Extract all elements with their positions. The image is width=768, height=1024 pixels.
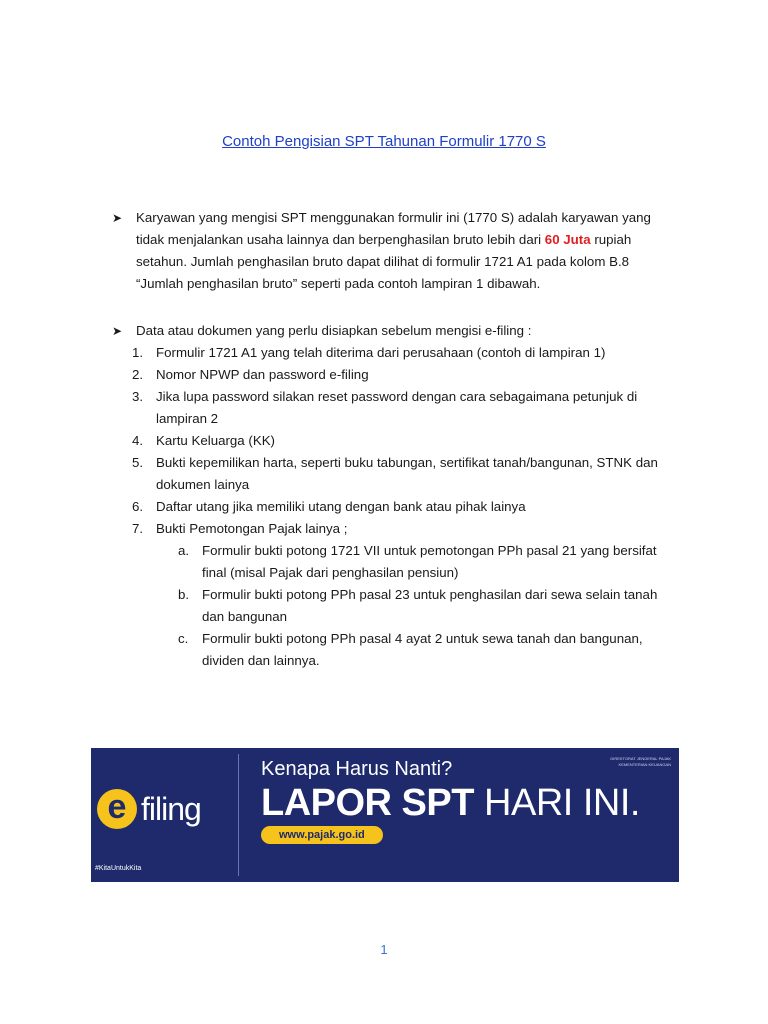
list-item: 6. Daftar utang jika memiliki utang dengan bank atau pihak lainya: [132, 499, 526, 514]
list-item: 5. Bukti kepemilikan harta, seperti buku tabungan, sertifikat tanah/bangunan, STNK dan dokumen lainya: [132, 455, 658, 492]
banner-hashtag: #KitaUntukKita: [95, 865, 142, 872]
criteria-text: Karyawan yang mengisi SPT menggunakan formulir ini (1770 S) adalah karyawan yang tidak menjalankan usaha lainnya dan berpenghasilan bruto lebih dari 60 Juta rupiah setahun. Jumlah penghasilan bruto dapat dilihat di formulir 1721 A1 pada kolom B.8 “Jumlah penghasilan bruto” seperti pada contoh lampiran 1 dibawah.: [136, 210, 651, 291]
tax-proofs-sublist: [156, 540, 672, 672]
bullet-documents: [112, 320, 672, 672]
income-threshold: 60 Juta: [544, 232, 591, 247]
efiling-banner: [91, 748, 679, 882]
bullet-criteria: [112, 207, 672, 295]
banner-url[interactable]: www.pajak.go.id: [261, 826, 383, 844]
list-item: 2. Nomor NPWP dan password e-filing: [132, 367, 369, 382]
banner-question: Kenapa Harus Nanti?: [261, 758, 453, 780]
document-title[interactable]: Contoh Pengisian SPT Tahunan Formulir 1770 S: [222, 133, 546, 150]
sub-list-item: a. Formulir bukti potong 1721 VII untuk pemotongan PPh pasal 21 yang bersifat final (misal Pajak dari penghasilan pensiun): [178, 543, 657, 580]
list-item: 4. Kartu Keluarga (KK): [132, 433, 275, 448]
sub-list-item: c. Formulir bukti potong PPh pasal 4 ayat 2 untuk sewa tanah dan bangunan, dividen dan lainnya.: [178, 631, 643, 668]
efiling-logo: [97, 784, 201, 834]
list-item: 7. Bukti Pemotongan Pajak lainya ; a. Formulir bukti potong 1721 VII untuk pemotongan PPh pasal 21 yang bersifat final (misal Pajak dari penghasilan pensiun) b. Formulir bukti potong PPh pasal 23 untuk penghasilan dari sewa selain tanah dan bangunan c. Formulir bukti potong PPh pasal 4 ayat 2 untuk sewa tanah dan bangunan, dividen dan lainnya.: [112, 518, 672, 672]
documents-intro: Data atau dokumen yang perlu disiapkan sebelum mengisi e-filing :: [136, 323, 532, 338]
documents-list: [112, 342, 672, 672]
arrow-bullet-icon: ➤: [112, 324, 123, 338]
banner-headline: LAPOR SPT HARI INI.: [261, 782, 640, 824]
banner-divider: [238, 754, 239, 876]
arrow-bullet-icon: ➤: [112, 211, 123, 225]
efiling-word: filing: [141, 790, 201, 827]
efiling-e-icon: e: [97, 789, 137, 829]
list-item: 1. Formulir 1721 A1 yang telah diterima dari perusahaan (contoh di lampiran 1): [132, 345, 606, 360]
page-number: 1: [380, 942, 388, 957]
ministry-logo: DIREKTORAT JENDERAL PAJAK KEMENTERIAN KEUANGAN: [610, 756, 671, 767]
sub-list-item: b. Formulir bukti potong PPh pasal 23 untuk penghasilan dari sewa selain tanah dan bangunan: [178, 587, 658, 624]
list-item: 3. Jika lupa password silakan reset password dengan cara sebagaimana petunjuk di lampiran 2: [132, 389, 638, 426]
